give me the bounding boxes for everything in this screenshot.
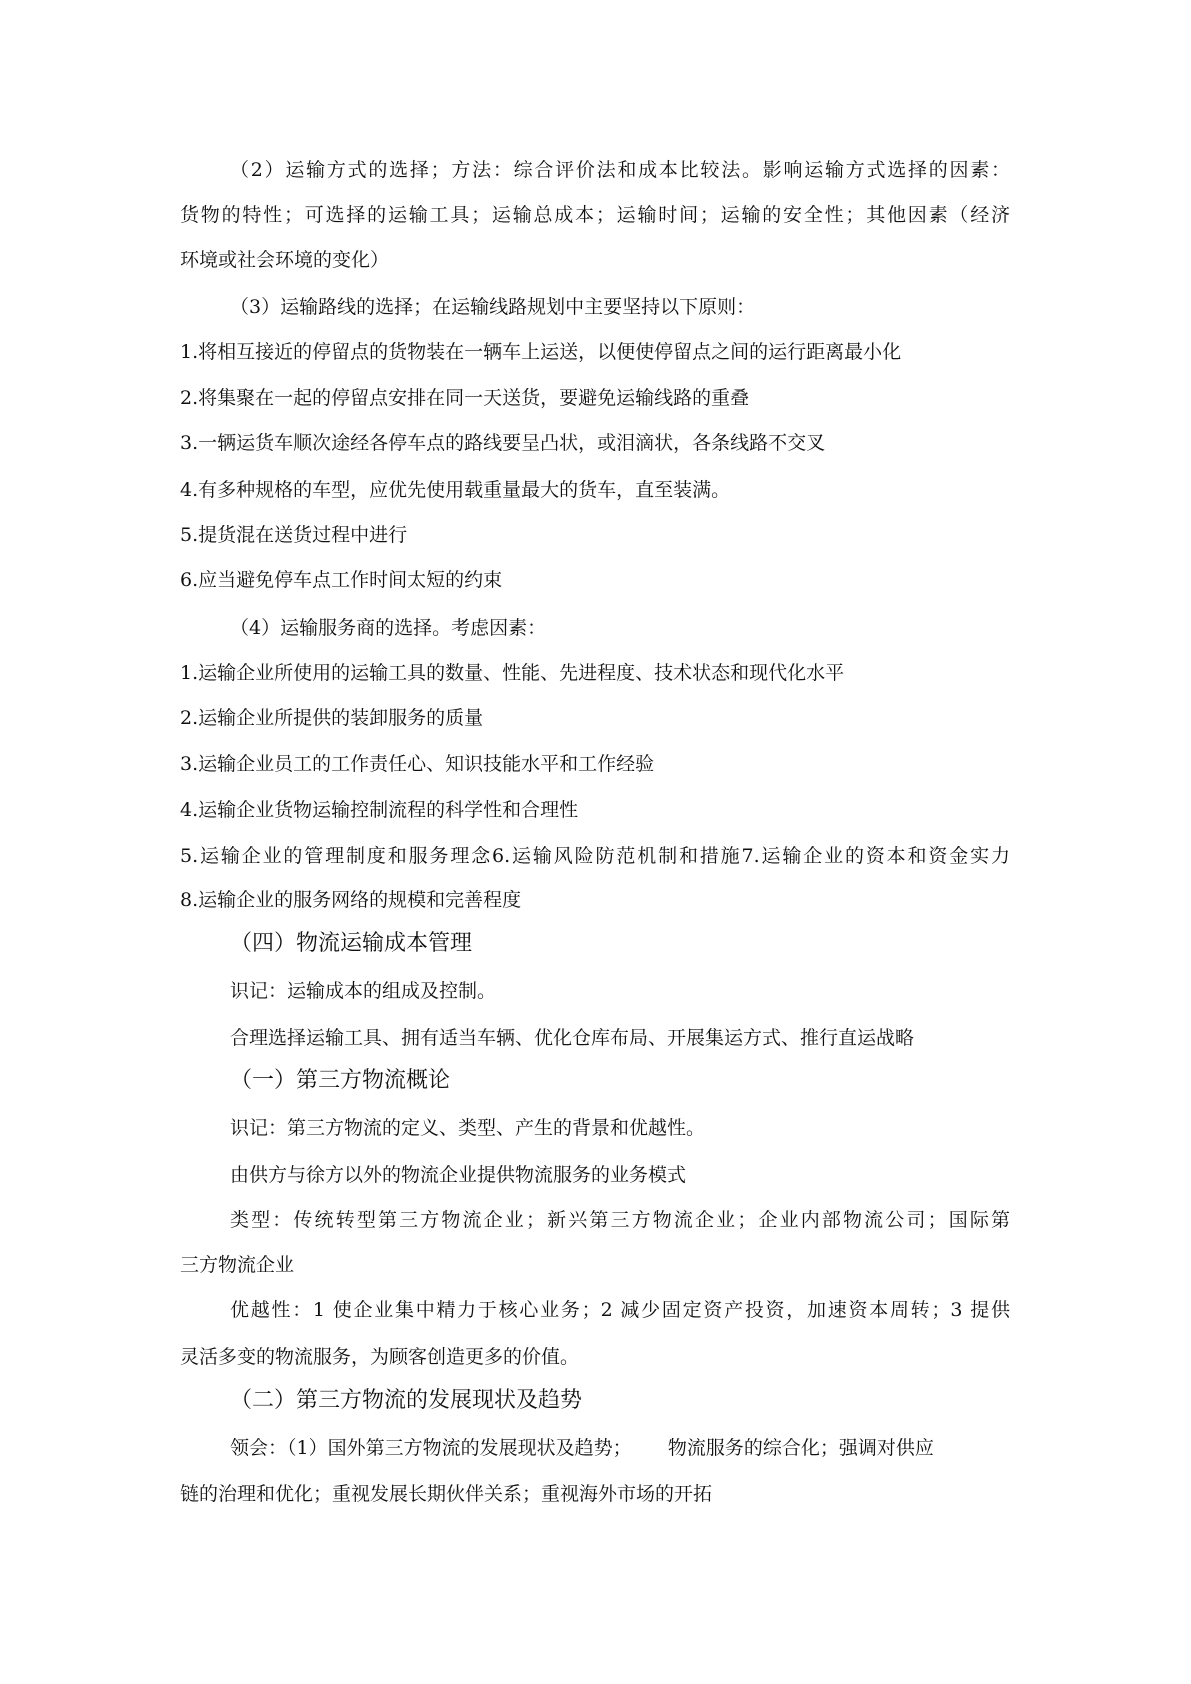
list-item: 4.运输企业货物运输控制流程的科学性和合理性 <box>180 799 579 821</box>
section-heading: （四）物流运输成本管理 <box>230 931 473 956</box>
paragraph-line: （2）运输方式的选择；方法：综合评价法和成本比较法。影响运输方式选择的因素： <box>230 159 1010 181</box>
paragraph-line: 识记：第三方物流的定义、类型、产生的背景和优越性。 <box>230 1117 706 1139</box>
paragraph-line: 由供方与徐方以外的物流企业提供物流服务的业务模式 <box>230 1164 687 1186</box>
list-item: 5.提货混在送货过程中进行 <box>180 524 408 546</box>
paragraph-line: 环境或社会环境的变化） <box>180 249 390 271</box>
paragraph-line: 合理选择运输工具、拥有适当车辆、优化仓库布局、开展集运方式、推行直运战略 <box>230 1027 915 1049</box>
list-item: 2.运输企业所提供的装卸服务的质量 <box>180 707 484 729</box>
section-heading: （一）第三方物流概论 <box>230 1068 451 1093</box>
paragraph-line: 识记：运输成本的组成及控制。 <box>230 980 497 1002</box>
paragraph-line: 灵活多变的物流服务，为顾客创造更多的价值。 <box>180 1346 580 1368</box>
list-item: 4.有多种规格的车型，应优先使用载重量最大的货车，直至装满。 <box>180 479 731 501</box>
list-item: 3.一辆运货车顺次途经各停车点的路线要呈凸状，或泪滴状，各条线路不交叉 <box>180 432 826 454</box>
paragraph-line: （3）运输路线的选择；在运输线路规划中主要坚持以下原则： <box>230 296 756 318</box>
list-item: 8.运输企业的服务网络的规模和完善程度 <box>180 889 522 911</box>
section-heading: （二）第三方物流的发展现状及趋势 <box>230 1388 583 1413</box>
paragraph-line: 优越性：1 使企业集中精力于核心业务；2 减少固定资产投资，加速资本周转；3 提供 <box>230 1299 1010 1321</box>
list-item: 1.运输企业所使用的运输工具的数量、性能、先进程度、技术状态和现代化水平 <box>180 662 845 684</box>
list-item: 6.应当避免停车点工作时间太短的约束 <box>180 569 503 591</box>
list-item: 1.将相互接近的停留点的货物装在一辆车上运送，以便使停留点之间的运行距离最小化 <box>180 341 902 363</box>
paragraph-line: 链的治理和优化；重视发展长期伙伴关系；重视海外市场的开拓 <box>180 1483 713 1505</box>
paragraph-line: 三方物流企业 <box>180 1254 295 1276</box>
paragraph-line: 领会：（1）国外第三方物流的发展现状及趋势； 物流服务的综合化；强调对供应 <box>230 1437 934 1459</box>
paragraph-line: （4）运输服务商的选择。考虑因素： <box>230 617 547 639</box>
list-item: 5.运输企业的管理制度和服务理念6.运输风险防范机制和措施7.运输企业的资本和资金实力 <box>180 845 1010 867</box>
list-item: 3.运输企业员工的工作责任心、知识技能水平和工作经验 <box>180 753 655 775</box>
paragraph-line: 货物的特性；可选择的运输工具；运输总成本；运输时间；运输的安全性；其他因素（经济 <box>180 204 1010 226</box>
paragraph-line: 类型：传统转型第三方物流企业；新兴第三方物流企业；企业内部物流公司；国际第 <box>230 1209 1010 1231</box>
list-item: 2.将集聚在一起的停留点安排在同一天送货，要避免运输线路的重叠 <box>180 387 750 409</box>
